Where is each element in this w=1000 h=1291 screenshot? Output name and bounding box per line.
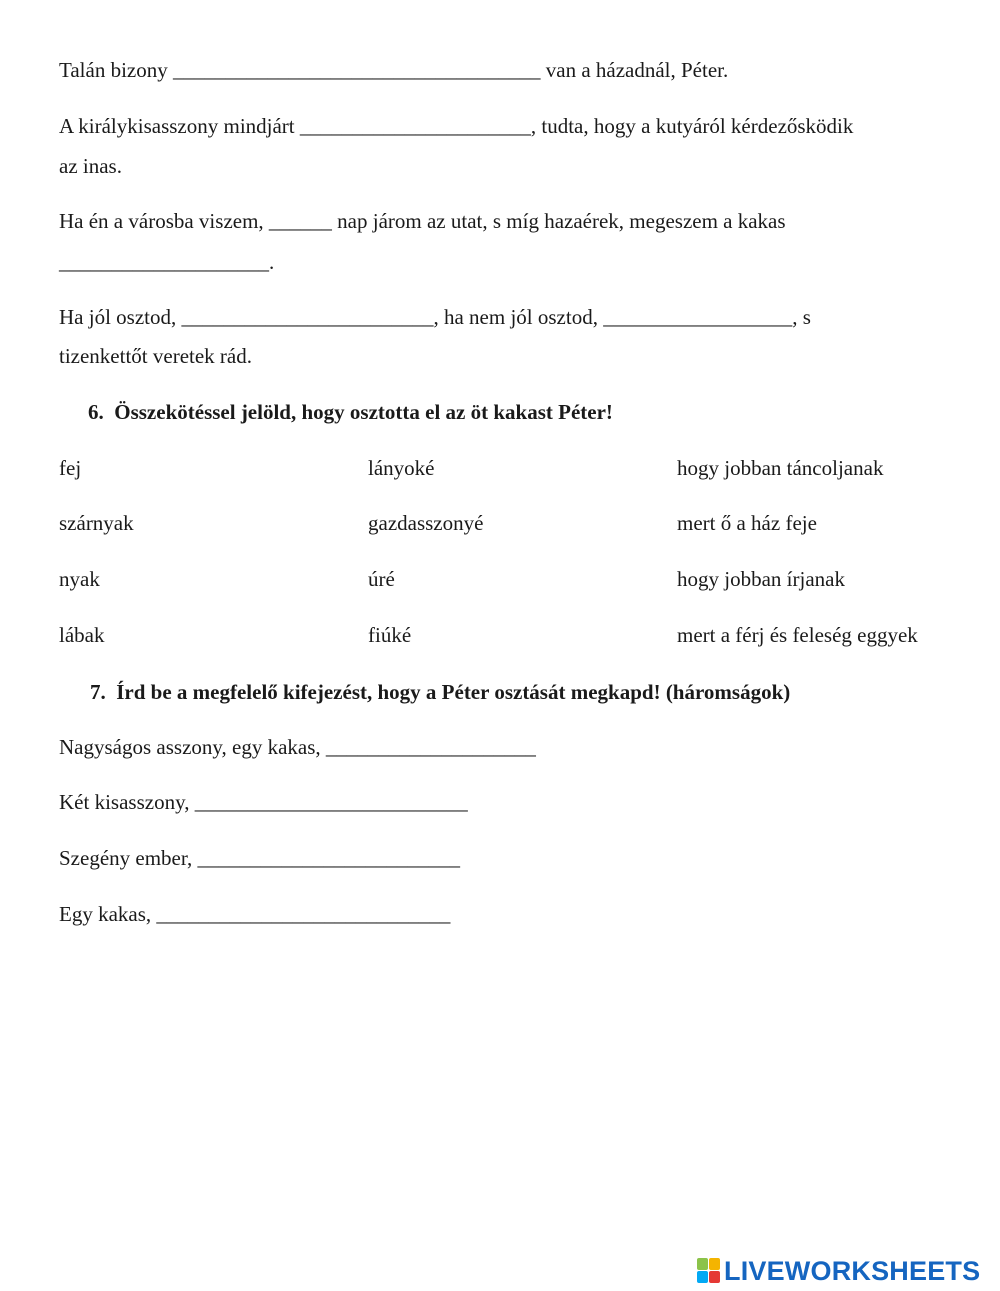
match-left-3[interactable]: lábak (59, 623, 105, 647)
fill-in-line-4: Ha jól osztod, ________________________, ha nem jól osztod, __________________, s (59, 305, 811, 329)
fill-in-line-2-cont: az inas. (59, 154, 122, 178)
match-right-3[interactable]: mert a férj és feleség eggyek (677, 623, 918, 647)
match-middle-2[interactable]: úré (368, 567, 395, 591)
threes-line-1[interactable]: Nagyságos asszony, egy kakas, ____________________ (59, 735, 536, 759)
fill-in-line-1: Talán bizony ___________________________________ van a házadnál, Péter. (59, 58, 729, 82)
exercise-7-number: 7. (90, 680, 106, 704)
exercise-7-title: Írd be a megfelelő kifejezést, hogy a Péter osztását megkapd! (háromságok) (116, 680, 791, 704)
threes-line-2[interactable]: Két kisasszony, __________________________ (59, 790, 468, 814)
match-left-0[interactable]: fej (59, 456, 82, 480)
fill-in-line-3-cont: ____________________. (59, 250, 275, 274)
match-middle-3[interactable]: fiúké (368, 623, 412, 647)
liveworksheets-logo (697, 1254, 980, 1288)
threes-line-3[interactable]: Szegény ember, _________________________ (59, 846, 461, 870)
logo-text: LIVEWORKSHEETS (724, 1255, 981, 1286)
fill-in-line-2: A királykisasszony mindjárt ______________________, tudta, hogy a kutyáról kérdezősködik (59, 114, 854, 138)
match-right-2[interactable]: hogy jobban írjanak (677, 567, 845, 591)
exercise-6-title: Összekötéssel jelöld, hogy osztotta el az öt kakast Péter! (114, 400, 613, 424)
threes-line-4[interactable]: Egy kakas, ____________________________ (59, 902, 451, 926)
match-right-0[interactable]: hogy jobban táncoljanak (677, 456, 884, 480)
exercise-6-number: 6. (88, 400, 104, 424)
match-left-1[interactable]: szárnyak (59, 511, 134, 535)
match-middle-0[interactable]: lányoké (368, 456, 435, 480)
fill-in-line-3: Ha én a városba viszem, ______ nap járom az utat, s míg hazaérek, megeszem a kakas (59, 209, 786, 233)
match-left-2[interactable]: nyak (59, 567, 100, 591)
match-middle-1[interactable]: gazdasszonyé (368, 511, 484, 535)
exercise-7-heading (90, 680, 790, 705)
match-right-1[interactable]: mert ő a ház feje (677, 511, 817, 535)
fill-in-line-4-cont: tizenkettőt veretek rád. (59, 344, 252, 368)
liveworksheets-logo-icon (697, 1258, 721, 1284)
exercise-6-heading (88, 400, 613, 425)
